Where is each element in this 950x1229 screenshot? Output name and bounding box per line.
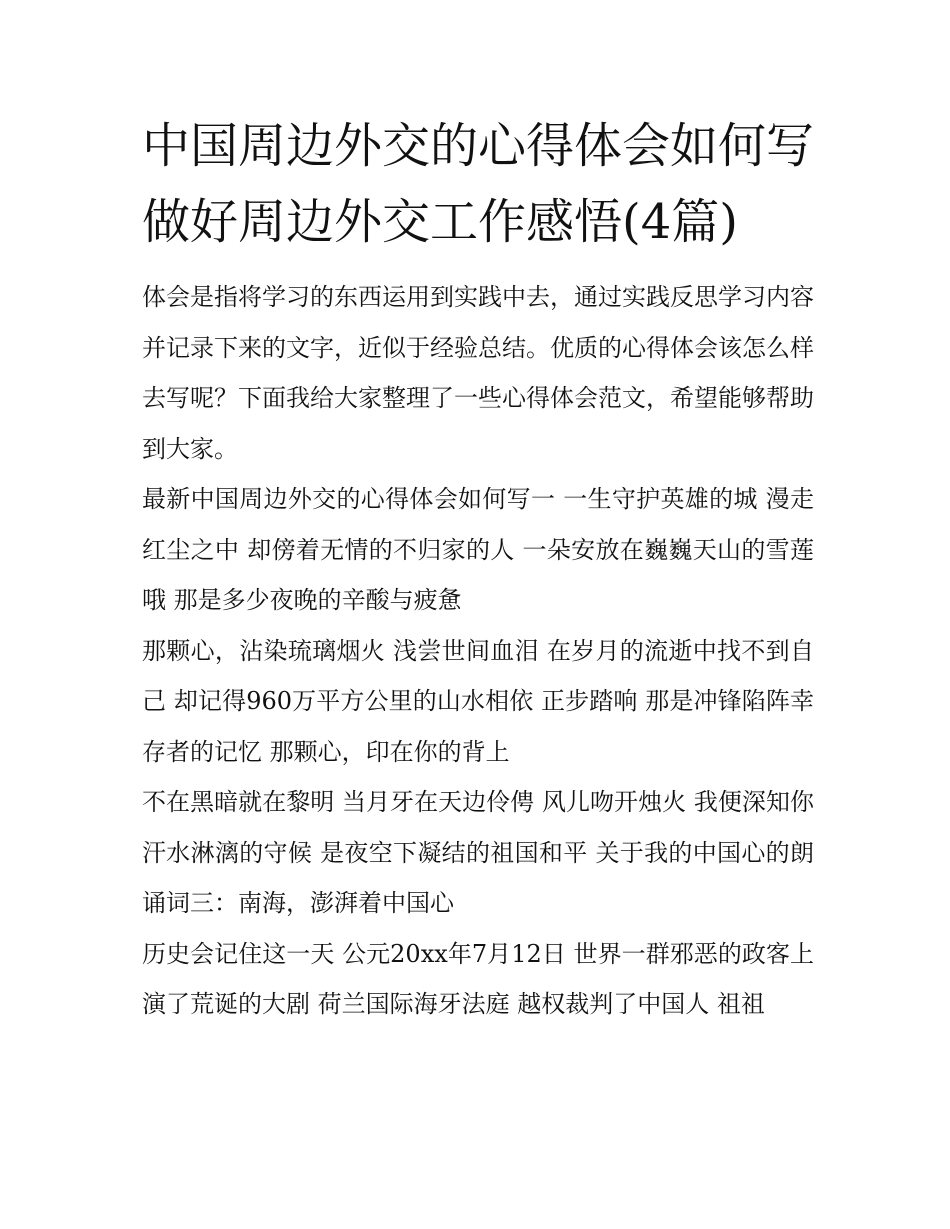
- document-content: [142, 108, 814, 1030]
- document-body: [142, 272, 814, 1030]
- paragraph-darkness-dawn: 不在黑暗就在黎明 当月牙在天边伶俜 风儿吻开烛火 我便深知你汗水淋漓的守候 是夜空下凝结的祖国和平 关于我的中国心的朗诵词三：南海，澎湃着中国心: [142, 788, 814, 917]
- paragraph-history-remembers: 历史会记住这一天 公元20xx年7月12日 世界一群邪恶的政客上演了荒诞的大剧 荷兰国际海牙法庭 越权裁判了中国人 祖祖: [142, 939, 814, 1018]
- paragraph-intro: 体会是指将学习的东西运用到实践中去，通过实践反思学习内容并记录下来的文字，近似于经验总结。优质的心得体会该怎么样去写呢？下面我给大家整理了一些心得体会范文，希望能够帮助到大家。: [142, 283, 814, 463]
- document-title: 中国周边外交的心得体会如何写 做好周边外交工作感悟(4篇): [142, 118, 815, 250]
- paragraph-that-heart: 那颗心，沾染琉璃烟火 浅尝世间血泪 在岁月的流逝中找不到自己 却记得960万平方公里的山水相依 正步踏响 那是冲锋陷阵幸存者的记忆 那颗心，印在你的背上: [142, 636, 814, 766]
- paragraph-essay-one-opening: 最新中国周边外交的心得体会如何写一 一生守护英雄的城 漫走红尘之中 却傍着无情的不归家的人 一朵安放在巍巍天山的雪莲哦 那是多少夜晚的辛酸与疲惫: [142, 485, 814, 614]
